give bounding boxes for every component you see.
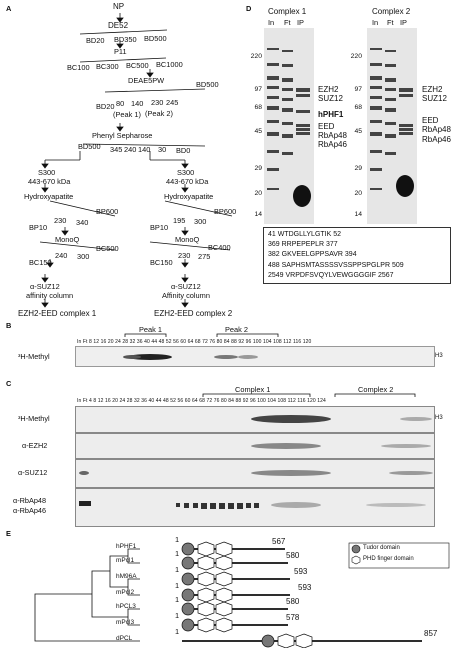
end-hpcl3: 580 — [286, 597, 300, 606]
panel-b-peak1: Peak 1 — [139, 325, 163, 334]
deae5pw-label: DEAE5PW — [128, 76, 165, 85]
end-mpcl1: 580 — [286, 551, 300, 560]
p11-label: P11 — [114, 47, 127, 56]
left-fraction-300: 300 — [77, 252, 90, 261]
panel-c-lane-numbers: In Ft 4 8 12 16 20 24 28 32 36 40 44 48 52 56 60 64 68 72 76 80 84 88 92 96 100 104 108 112 116 120 124 — [77, 398, 326, 404]
mw-14: 14 — [254, 211, 262, 218]
panel-c-row-suz12: α-SUZ12 — [18, 468, 48, 477]
right-fraction-275: 275 — [198, 252, 211, 261]
mpcl3-tudor — [182, 619, 194, 631]
start-dpcl: 1 — [175, 627, 180, 636]
fraction-30: 30 — [158, 145, 167, 154]
hpcl3-tudor — [182, 603, 194, 615]
bc1000-label: BC1000 — [156, 60, 183, 69]
band-rbap46-1: RbAp46 — [318, 140, 347, 149]
mw-68: 68 — [254, 104, 262, 111]
panel-c-letter: C — [6, 379, 12, 388]
left-bp600: BP600 — [96, 207, 119, 216]
left-s300: S300 — [38, 168, 56, 177]
end-hm96a: 593 — [294, 567, 308, 576]
panel-d-letter: D — [246, 4, 252, 13]
left-affinity: affinity column — [26, 291, 74, 300]
left-fraction-240: 240 — [55, 251, 68, 260]
panel-c-complex1: Complex 1 — [235, 385, 271, 394]
end-dpcl: 857 — [424, 629, 438, 638]
fraction-245: 245 — [166, 98, 179, 107]
start-mpcl1: 1 — [175, 549, 180, 558]
fraction-80: 80 — [116, 99, 125, 108]
panel-b-fluorograph — [75, 346, 435, 367]
np-label: NP — [113, 2, 125, 11]
gel1-lane-ip: IP — [297, 18, 304, 27]
de52-label: DE52 — [108, 21, 129, 30]
right-fraction-195: 195 — [173, 216, 186, 225]
right-fraction-230: 230 — [178, 251, 191, 260]
peptide-sequence-box — [263, 227, 451, 284]
left-bc150: BC150 — [29, 258, 52, 267]
band-suz12-1: SUZ12 — [318, 94, 343, 103]
peptide-4: 488 SAPHSMTASSSSVSSPPSPGLPR 509 — [268, 261, 404, 269]
bc300-label: BC300 — [96, 62, 119, 71]
mw2-14: 14 — [354, 211, 362, 218]
end-mpcl2: 593 — [298, 583, 312, 592]
band-rbap48-1: RbAp48 — [318, 131, 347, 140]
end-hphf1: 567 — [272, 537, 286, 546]
peptide-5: 2549 VRPDFSVQYLVEWGGGGIF 2567 — [268, 271, 394, 279]
dpcl-tudor — [262, 635, 274, 647]
bd20-label-2: BD20 — [96, 102, 115, 111]
fraction-240: 240 — [124, 145, 137, 154]
mw2-29: 29 — [354, 165, 362, 172]
right-affinity: Affinity column — [162, 291, 210, 300]
band-eed-2: EED — [422, 116, 439, 125]
band-ezh2-2: EZH2 — [422, 85, 443, 94]
panel-b-lane-numbers: In Ft 8 12 16 20 24 28 32 36 40 44 48 52 56 60 64 68 72 76 80 84 88 92 96 100 104 108 112 116 120 — [77, 339, 312, 345]
silver-gel-complex1 — [264, 28, 314, 224]
right-monoq: MonoQ — [175, 235, 200, 244]
left-hydroxyapatite: Hydroxyapatite — [24, 192, 74, 201]
silver-gel-complex2 — [367, 28, 417, 224]
complex2-title: Complex 2 — [372, 7, 411, 16]
fraction-140: 140 — [131, 99, 144, 108]
left-fraction-230: 230 — [54, 216, 67, 225]
gel2-lane-in: In — [372, 18, 379, 27]
bc500-label: BC500 — [126, 61, 149, 70]
mw-29: 29 — [254, 165, 262, 172]
protein-name-mpcl1: mPcl1 — [116, 557, 135, 564]
peptide-2: 369 RRPEPEPLR 377 — [268, 241, 338, 249]
panel-b-letter: B — [6, 321, 12, 330]
gel2-lane-ft: Ft — [387, 18, 394, 27]
peak2-label: (Peak 2) — [145, 109, 173, 118]
peptide-1: 41 WTDGLLYLGTIK 52 — [268, 231, 342, 238]
gel2-lane-ip: IP — [400, 18, 407, 27]
panel-c-complex2: Complex 2 — [358, 385, 394, 394]
left-bp10: BP10 — [29, 223, 48, 232]
panel-c-blot-3h-methyl — [75, 406, 435, 433]
protein-name-mpcl2: mPcl2 — [116, 589, 135, 596]
left-monoq: MonoQ — [55, 235, 80, 244]
start-mpcl2: 1 — [175, 581, 180, 590]
legend-tudor-label: Tudor domain — [363, 545, 400, 551]
right-kda: 443-670 kDa — [166, 177, 209, 186]
start-hpcl3: 1 — [175, 595, 180, 604]
mw-45: 45 — [254, 128, 262, 135]
left-suz12: α-SUZ12 — [30, 282, 60, 291]
complex1-title: Complex 1 — [268, 7, 307, 16]
panel-b-h3: H3 — [435, 353, 443, 359]
bd500-label-2: BD500 — [196, 80, 219, 89]
right-suz12: α-SUZ12 — [171, 282, 201, 291]
mw-220: 220 — [250, 53, 262, 60]
panel-a-letter: A — [6, 4, 12, 13]
mw2-20: 20 — [354, 190, 362, 197]
mw2-220: 220 — [350, 53, 362, 60]
end-mpcl3: 578 — [286, 613, 300, 622]
mw2-68: 68 — [354, 104, 362, 111]
protein-name-hphf1: hPHF1 — [116, 543, 137, 550]
panel-c-row-3h-methyl: ³H-Methyl — [18, 414, 50, 423]
protein-name-dpcl: dPCL — [116, 635, 133, 642]
panel-c-blot-rbap — [75, 488, 435, 527]
panel-c-blot-ezh2 — [75, 433, 435, 459]
gel1-lane-in: In — [268, 18, 275, 27]
fraction-230: 230 — [151, 98, 164, 107]
panel-b-peak-brackets — [122, 333, 282, 337]
start-hm96a: 1 — [175, 565, 180, 574]
peptide-3: 382 GKVEELGPPSAVR 394 — [268, 251, 357, 259]
start-mpcl3: 1 — [175, 611, 180, 620]
band-hphf1: hPHF1 — [318, 110, 344, 119]
protein-name-hm96a: hM96A — [116, 573, 137, 580]
protein-name-hpcl3: hPCL3 — [116, 603, 136, 610]
mw2-45: 45 — [354, 128, 362, 135]
left-fraction-340: 340 — [76, 218, 89, 227]
bd500-label: BD500 — [144, 34, 167, 43]
panel-c-row-rbap46: α-RbAp46 — [13, 506, 47, 515]
hm96a-tudor — [182, 573, 194, 585]
bc100-label: BC100 — [67, 63, 90, 72]
right-hydroxyapatite: Hydroxyapatite — [164, 192, 214, 201]
panel-b-row-3h-methyl: ³H-Methyl — [18, 352, 50, 361]
hphf1-tudor — [182, 543, 194, 555]
fraction-345: 345 — [110, 145, 123, 154]
mw-20: 20 — [254, 190, 262, 197]
gel1-lane-ft: Ft — [284, 18, 291, 27]
band-suz12-2: SUZ12 — [422, 94, 447, 103]
panel-b-peak2: Peak 2 — [225, 325, 249, 334]
start-hphf1: 1 — [175, 535, 180, 544]
panel-e-letter: E — [6, 529, 11, 538]
bd0-label: BD0 — [176, 146, 191, 155]
panel-c-row-rbap48: α-RbAp48 — [13, 496, 47, 505]
right-bp600: BP600 — [214, 207, 237, 216]
mw-97: 97 — [254, 86, 262, 93]
band-rbap48-2: RbAp48 — [422, 125, 451, 134]
mpcl1-tudor — [182, 557, 194, 569]
band-eed-1: EED — [318, 122, 335, 131]
right-bc150: BC150 — [150, 258, 173, 267]
peak1-label: (Peak 1) — [113, 110, 141, 119]
protein-name-mpcl3: mPcl3 — [116, 619, 135, 626]
right-bc400: BC400 — [208, 243, 231, 252]
bd20-label: BD20 — [86, 36, 105, 45]
bd350-label: BD350 — [114, 35, 137, 44]
panel-c-complex-brackets — [200, 393, 420, 397]
panel-c-h3: H3 — [435, 415, 443, 421]
legend-phd-label: PHD finger domain — [363, 556, 414, 562]
panel-c-row-ezh2: α-EZH2 — [22, 441, 48, 450]
right-bp10: BP10 — [150, 223, 169, 232]
right-fraction-300: 300 — [194, 217, 207, 226]
fraction-140-b: 140 — [138, 145, 151, 154]
bd500-label-3: BD500 — [78, 142, 101, 151]
right-s300: S300 — [177, 168, 195, 177]
phenyl-sepharose-label: Phenyl Sepharose — [92, 131, 153, 140]
band-rbap46-2: RbAp46 — [422, 135, 451, 144]
left-kda: 443-670 kDa — [28, 177, 71, 186]
band-ezh2-1: EZH2 — [318, 85, 339, 94]
panel-c-blot-suz12 — [75, 459, 435, 488]
left-result: EZH2-EED complex 1 — [18, 309, 97, 318]
mw2-97: 97 — [354, 86, 362, 93]
mpcl2-tudor — [182, 589, 194, 601]
left-bc500: BC500 — [96, 244, 119, 253]
right-result: EZH2-EED complex 2 — [154, 309, 233, 318]
